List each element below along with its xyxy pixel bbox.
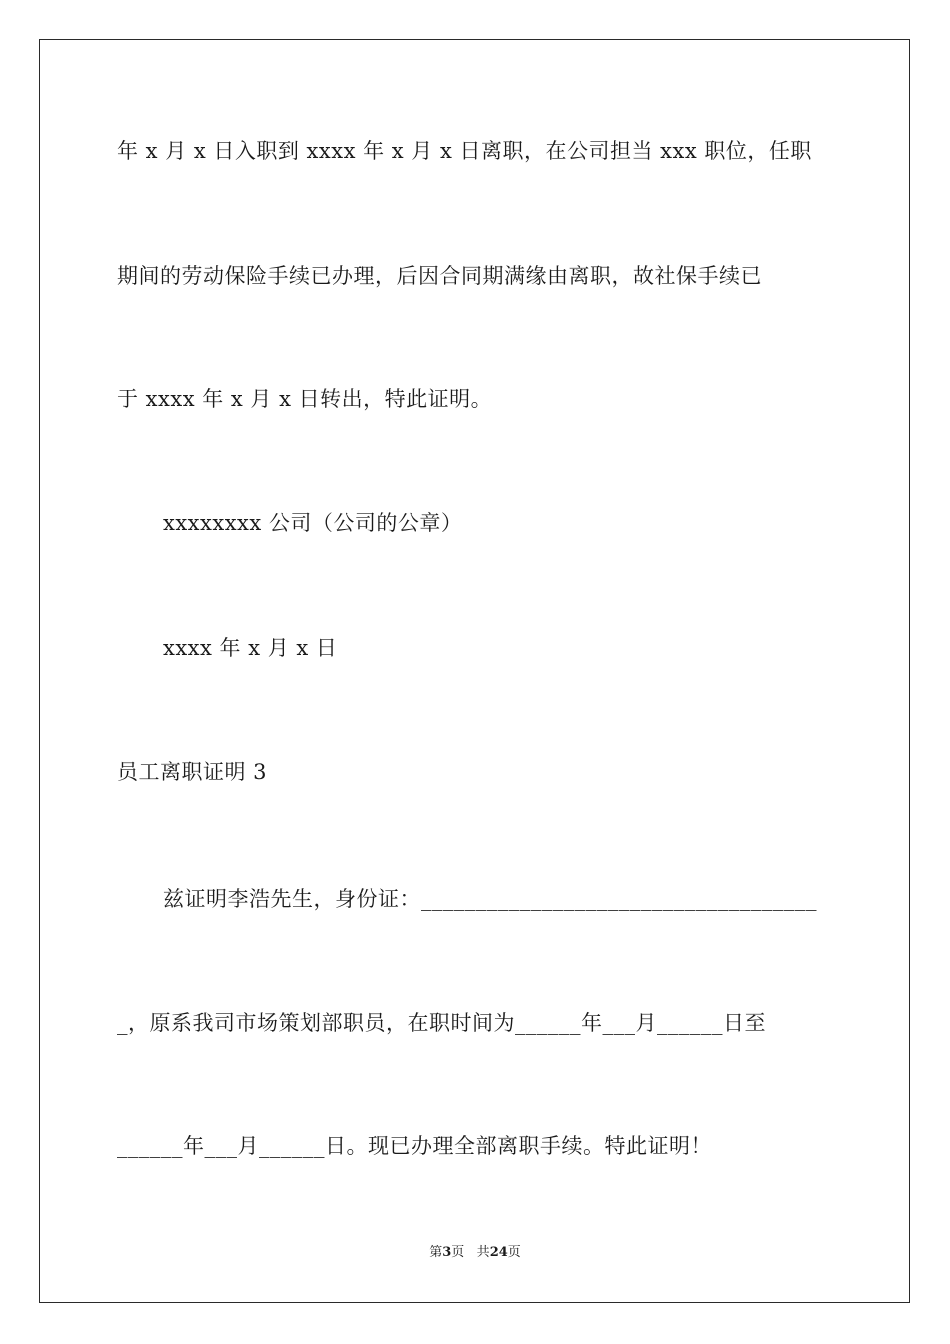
body-line-1: 年 x 月 x 日入职到 xxxx 年 x 月 x 日离职，在公司担当 xxx 职位，任职 xyxy=(117,139,812,163)
footer-total-suffix: 页 xyxy=(507,1245,521,1260)
body-line-4: 兹证明李浩先生，身份证：____________________________________ xyxy=(163,887,817,911)
body-line-5: _，原系我司市场策划部职员，在职时间为______年___月______日至 xyxy=(117,1011,766,1035)
page-footer xyxy=(0,1244,950,1262)
section-heading: 员工离职证明 3 xyxy=(117,760,268,784)
footer-page-prefix: 第 xyxy=(429,1245,443,1260)
body-line-3: 于 xxxx 年 x 月 x 日转出，特此证明。 xyxy=(117,387,493,411)
footer-total-pages: 24 xyxy=(489,1245,508,1260)
footer-page-suffix: 页 xyxy=(451,1245,465,1260)
footer-page-number: 3 xyxy=(442,1245,452,1260)
company-seal-line: xxxxxxxx 公司（公司的公章） xyxy=(163,511,463,535)
date-line: xxxx 年 x 月 x 日 xyxy=(163,636,338,660)
footer-total-prefix: 共 xyxy=(476,1245,490,1260)
page-border xyxy=(39,39,910,1303)
body-line-2: 期间的劳动保险手续已办理，后因合同期满缘由离职，故社保手续已 xyxy=(117,264,762,288)
body-line-6: ______年___月______日。现已办理全部离职手续。特此证明！ xyxy=(117,1134,712,1158)
